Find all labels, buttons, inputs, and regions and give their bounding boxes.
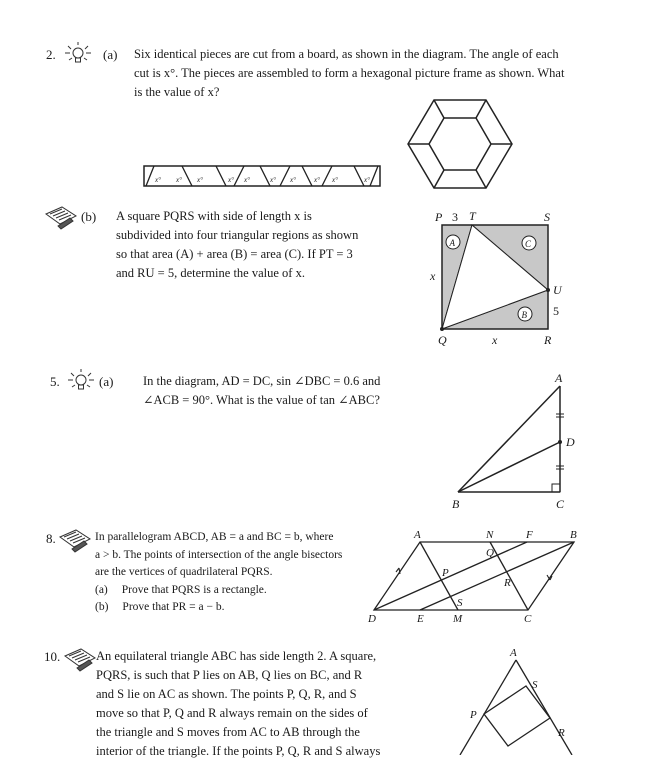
- text-line: so that area (A) + area (B) = area (C). If PT = 3: [116, 247, 353, 261]
- text-line: are the vertices of quadrilateral PQRS.: [95, 566, 273, 578]
- angle-label: x°: [176, 176, 182, 184]
- angle-label: x°: [332, 176, 338, 184]
- text-line: PQRS, is such that P lies on AB, Q lies on BC, and R: [96, 668, 363, 682]
- point-e-label: E: [417, 613, 424, 625]
- problem-8-number: 8.: [46, 531, 56, 546]
- point-s-label: S: [457, 597, 463, 609]
- angle-label: x°: [197, 176, 203, 184]
- text-line: ∠ACB = 90°. What is the value of tan ∠ABC?: [143, 393, 380, 407]
- text-line: In parallelogram ABCD, AB = a and BC = b, where: [95, 531, 334, 543]
- text-line: the triangle and S moves from AC to AB through the: [96, 725, 360, 739]
- side-x-label: x: [492, 333, 498, 347]
- text-line: and S lie on AC as shown. The points P, Q, R, and S: [96, 687, 357, 701]
- problem-5a-text: [143, 372, 433, 410]
- point-m-label: M: [453, 613, 463, 625]
- lightbulb-icon: [65, 367, 97, 395]
- pencil-paper-icon: [63, 646, 97, 672]
- problem-5a-label: (a): [99, 374, 114, 389]
- subpart-b: [95, 599, 370, 617]
- subpart-a-text: Prove that PQRS is a rectangle.: [121, 583, 267, 596]
- parallelogram-abcd-figure: [362, 526, 594, 628]
- problem-2-number: 2.: [46, 47, 56, 62]
- problem-2a-label: (a): [103, 47, 118, 62]
- square-pqrs-figure: [426, 206, 576, 348]
- angle-label: x°: [155, 176, 161, 184]
- text-line: A square PQRS with side of length x is: [116, 209, 312, 223]
- angle-label: x°: [228, 176, 234, 184]
- board-strip-figure: [142, 160, 384, 190]
- vertex-u-label: U: [553, 283, 562, 297]
- point-r-label: R: [558, 727, 565, 739]
- region-a-label: A: [449, 238, 455, 248]
- text-line: and RU = 5, determine the value of x.: [116, 266, 305, 280]
- problem-2b-text: [116, 207, 396, 283]
- point-n-label: N: [486, 529, 494, 541]
- vertex-c-label: C: [524, 613, 532, 625]
- text-line: An equilateral triangle ABC has side length 2. A square,: [96, 649, 377, 663]
- angle-label: x°: [364, 176, 370, 184]
- text-line: interior of the triangle. If the points P, Q, R and S always: [96, 744, 381, 758]
- text-line: a > b. The points of intersection of the angle bisectors: [95, 548, 343, 561]
- text-line: subdivided into four triangular regions as shown: [116, 228, 359, 242]
- vertex-q-label: Q: [438, 333, 447, 347]
- length-5-label: 5: [553, 304, 559, 318]
- side-x-label: x: [430, 269, 436, 283]
- point-f-label: F: [526, 529, 533, 541]
- vertex-t-label: T: [469, 209, 476, 223]
- vertex-a-label: A: [414, 529, 421, 541]
- vertex-a-label: A: [510, 647, 517, 659]
- vertex-c-label: C: [556, 497, 565, 511]
- subpart-a-label: (a): [95, 583, 108, 596]
- problem-5-number: 5.: [50, 374, 60, 389]
- vertex-a-label: A: [555, 372, 563, 385]
- angle-label: x°: [270, 176, 276, 184]
- text-line: In the diagram, AD = DC, sin ∠DBC = 0.6 and: [143, 374, 381, 388]
- point-r-label: R: [504, 577, 511, 589]
- vertex-b-label: B: [570, 529, 577, 541]
- angle-label: x°: [290, 176, 296, 184]
- text-line: is the value of x?: [134, 85, 220, 99]
- problem-8-text: [95, 529, 370, 617]
- pencil-paper-icon: [44, 204, 78, 230]
- region-b-label: B: [521, 310, 527, 320]
- point-p-label: P: [442, 567, 449, 579]
- region-c-label: C: [525, 239, 532, 249]
- subpart-a: [95, 582, 370, 600]
- lightbulb-icon: [62, 40, 94, 68]
- vertex-d-label: D: [368, 613, 376, 625]
- point-s-label: S: [532, 679, 538, 691]
- subpart-b-label: (b): [95, 601, 109, 613]
- vertex-s-label: S: [544, 210, 550, 224]
- vertex-b-label: B: [452, 497, 460, 511]
- point-q-label: Q: [486, 547, 494, 559]
- point-p-label: P: [470, 709, 477, 721]
- problem-10-text: [96, 647, 426, 761]
- vertex-p-label: P: [435, 210, 443, 224]
- subpart-b-text: Prove that PR = a − b.: [122, 601, 225, 613]
- text-line: move so that P, Q and R always remain on the sides of: [96, 706, 368, 720]
- hexagon-frame-figure: [405, 98, 515, 190]
- equilateral-triangle-figure: [452, 644, 592, 755]
- problem-10-number: 10.: [44, 649, 61, 664]
- problem-2b-label: (b): [81, 209, 97, 224]
- text-line: Six identical pieces are cut from a board, as shown in the diagram. The angle of each: [134, 47, 559, 61]
- angle-label: x°: [314, 176, 320, 184]
- triangle-abc-figure: [446, 372, 586, 514]
- problem-2a-text: [134, 45, 614, 102]
- pencil-paper-icon: [58, 527, 92, 553]
- angle-label: x°: [244, 176, 250, 184]
- text-line: cut is x°. The pieces are assembled to form a hexagonal picture frame as shown. What: [134, 66, 565, 80]
- length-3-label: 3: [452, 210, 458, 224]
- vertex-r-label: R: [544, 333, 552, 347]
- vertex-d-label: D: [566, 435, 575, 449]
